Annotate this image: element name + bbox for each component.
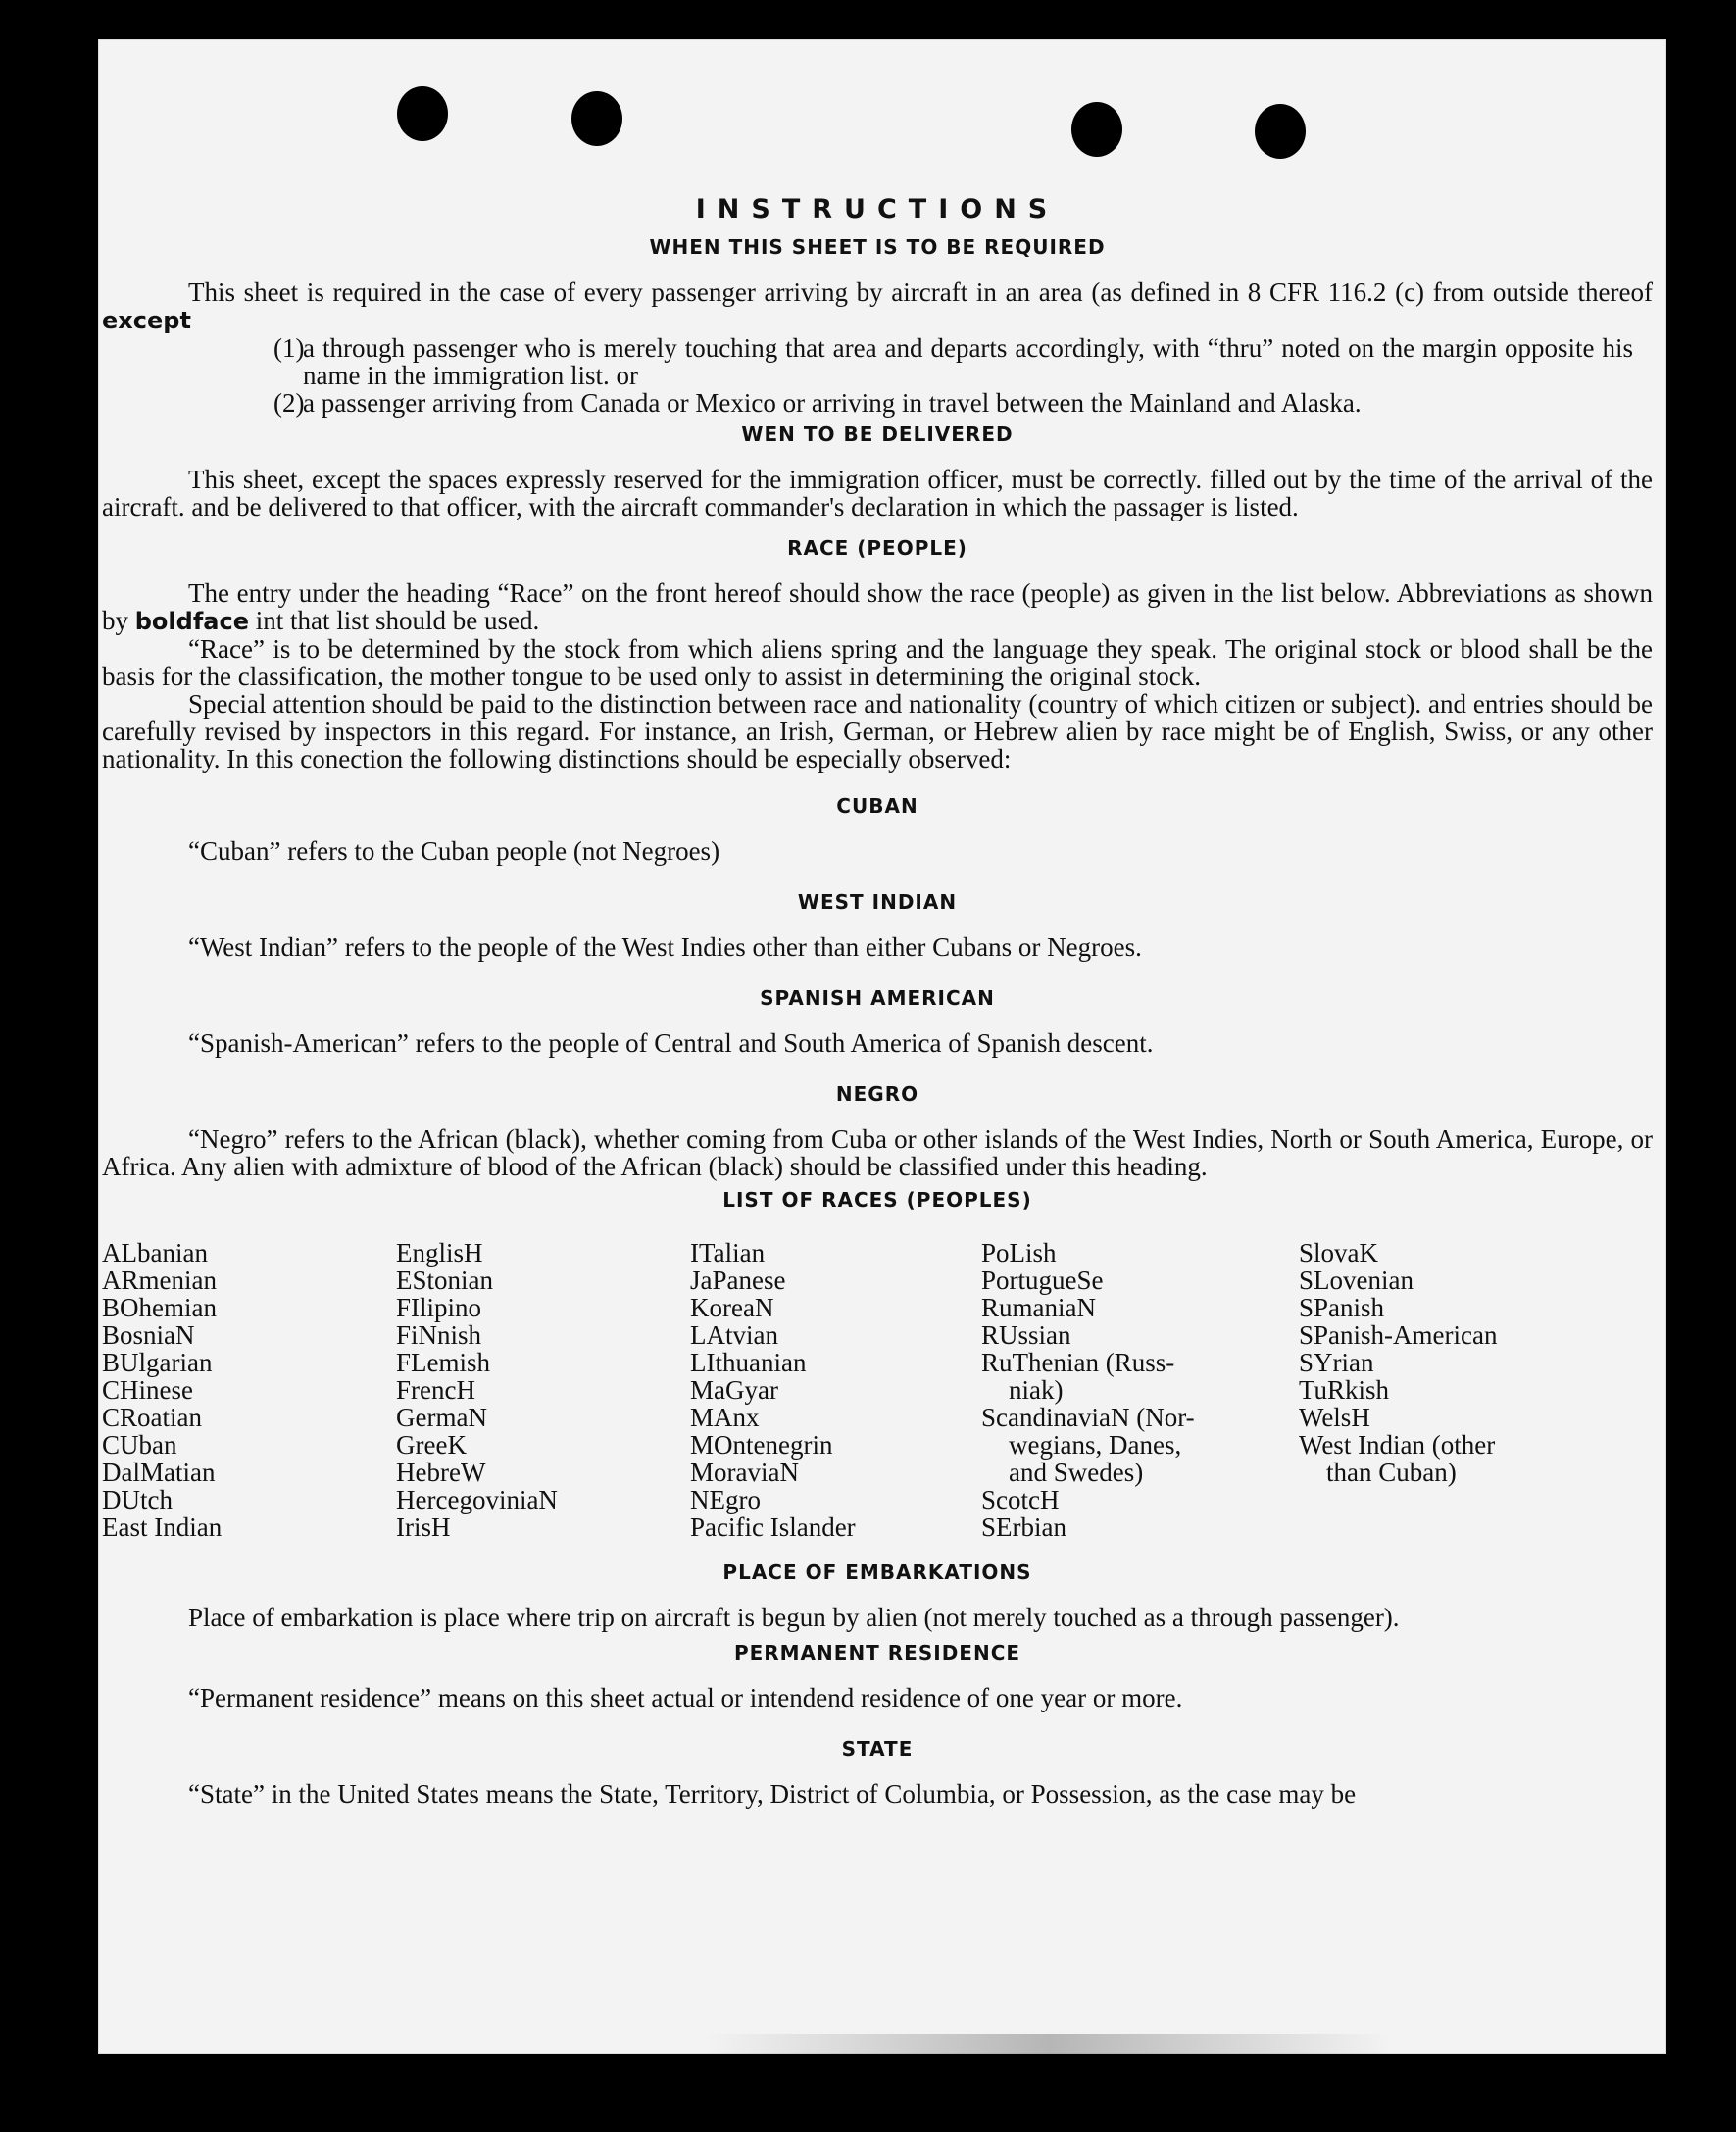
cuban-text: “Cuban” refers to the Cuban people (not Negroes) bbox=[188, 836, 720, 866]
race-entry: GermaN bbox=[396, 1403, 487, 1432]
race-entry: EStonian bbox=[396, 1265, 493, 1295]
race-entry: PortugueSe bbox=[981, 1265, 1104, 1295]
race-paragraph-2: “Race” is to be determined by the stock from which aliens spring and the language they speak. The original stock or blood shall be the basis for the classification, the mother tongue to be used only to assist in determining the original stock. bbox=[102, 634, 1653, 691]
race-entry: EnglisH bbox=[396, 1238, 483, 1267]
punch-hole bbox=[397, 86, 448, 141]
race-entry: RuThenian (Russ- bbox=[981, 1348, 1175, 1377]
race-entry-continuation: than Cuban) bbox=[1326, 1458, 1457, 1487]
punch-hole bbox=[1255, 104, 1306, 159]
scan-smudge bbox=[706, 2034, 1392, 2063]
race-entry: KoreaN bbox=[690, 1293, 774, 1322]
section-heading-cuban: CUBAN bbox=[836, 794, 918, 818]
punch-hole bbox=[1071, 102, 1122, 157]
race-entry: GreeK bbox=[396, 1430, 467, 1460]
race-entry: SErbian bbox=[981, 1512, 1066, 1542]
required-item-1 bbox=[102, 334, 1633, 389]
race-entry: ARmenian bbox=[102, 1265, 217, 1295]
required-intro-text: This sheet is required in the case of every passenger arriving by aircraft in an area (as defined in 8 CFR 116.2 (c) from outside thereof bbox=[188, 277, 1653, 307]
embarkation-text: Place of embarkation is place where trip on aircraft is begun by alien (not merely touched as a through passenger). bbox=[188, 1603, 1400, 1632]
race-entry: FrencH bbox=[396, 1375, 475, 1405]
race-entry: WelsH bbox=[1299, 1403, 1370, 1432]
race-entry: West Indian (other bbox=[1299, 1430, 1496, 1460]
negro-text: “Negro” refers to the African (black), whether coming from Cuba or other islands of the West Indies, North or South America, Europe, or Africa. Any alien with admixture of blood of the African (black) should be classified under this heading. bbox=[102, 1124, 1653, 1181]
spanish-american-text: “Spanish-American” refers to the people of Central and South America of Spanish descent. bbox=[188, 1028, 1154, 1058]
race-entry: DalMatian bbox=[102, 1458, 216, 1487]
race-entry: TuRkish bbox=[1299, 1375, 1390, 1405]
race-entry: FLemish bbox=[396, 1348, 491, 1377]
required-item-2 bbox=[102, 389, 1633, 417]
race-entry: IrisH bbox=[396, 1512, 451, 1542]
punch-hole bbox=[571, 91, 622, 146]
races-list bbox=[102, 1239, 1653, 1541]
race-paragraph-3: Special attention should be paid to the distinction between race and nationality (country of which citizen or subject). and entries should be carefully revised by inspectors in this regard. For instance, an Irish, German, or Hebrew alien by race might be of English, Swiss, or any other nationality. In this conection the following distinctions should be especially observed: bbox=[102, 689, 1653, 773]
races-column-3 bbox=[690, 1239, 981, 1541]
races-column-2 bbox=[396, 1239, 690, 1541]
race-entry: LIthuanian bbox=[690, 1348, 807, 1377]
race-entry: Pacific Islander bbox=[690, 1512, 856, 1542]
race-entry: ALbanian bbox=[102, 1238, 208, 1267]
section-heading-delivered: WEN TO BE DELIVERED bbox=[741, 422, 1014, 446]
race-entry: CUban bbox=[102, 1430, 177, 1460]
item-number: (1) bbox=[273, 333, 305, 363]
section-heading-embarkation: PLACE OF EMBARKATIONS bbox=[722, 1561, 1032, 1584]
item-number: (2) bbox=[273, 388, 305, 418]
document-body bbox=[102, 196, 1653, 1808]
race-entry: LAtvian bbox=[690, 1320, 778, 1350]
race-entry: MOntenegrin bbox=[690, 1430, 833, 1460]
race-entry: East Indian bbox=[102, 1512, 223, 1542]
race-p1-text-end: int that list should be used. bbox=[255, 606, 540, 635]
race-entry: HercegoviniaN bbox=[396, 1485, 558, 1514]
west-indian-text: “West Indian” refers to the people of the West Indies other than either Cubans or Negroes. bbox=[188, 932, 1142, 962]
race-entry-continuation: and Swedes) bbox=[1009, 1458, 1144, 1487]
section-heading-negro: NEGRO bbox=[835, 1082, 919, 1106]
race-entry: BosniaN bbox=[102, 1320, 195, 1350]
race-entry: MAnx bbox=[690, 1403, 760, 1432]
page-title: INSTRUCTIONS bbox=[695, 194, 1060, 224]
race-p1-text: The entry under the heading “Race” on the front hereof should show the race (people) as given in the list below. Abbreviations as shown by bbox=[102, 578, 1653, 635]
section-heading-spanish-american: SPANISH AMERICAN bbox=[760, 986, 995, 1010]
item-text: a through passenger who is merely touching that area and departs accordingly, with “thru” noted on the margin opposite his name in the immigration list. or bbox=[303, 333, 1633, 390]
race-entry: BOhemian bbox=[102, 1293, 217, 1322]
race-entry-continuation: wegians, Danes, bbox=[1009, 1430, 1182, 1460]
race-entry: SYrian bbox=[1299, 1348, 1374, 1377]
races-column-1 bbox=[102, 1239, 396, 1541]
item-text: a passenger arriving from Canada or Mexico or arriving in travel between the Mainland and Alaska. bbox=[303, 388, 1362, 418]
delivered-text: This sheet, except the spaces expressly reserved for the immigration officer, must be correctly. filled out by the time of the arrival of the aircraft. and be delivered to that officer, with the aircraft commander's declaration in which the passager is listed. bbox=[102, 465, 1653, 521]
race-entry: MaGyar bbox=[690, 1375, 778, 1405]
residence-text: “Permanent residence” means on this sheet actual or intendend residence of one year or more. bbox=[188, 1683, 1183, 1712]
race-entry: PoLish bbox=[981, 1238, 1057, 1267]
race-entry-continuation: niak) bbox=[1009, 1375, 1064, 1405]
section-heading-list-of-races: LIST OF RACES (PEOPLES) bbox=[722, 1188, 1032, 1212]
race-entry: SlovaK bbox=[1299, 1238, 1378, 1267]
races-column-4 bbox=[981, 1239, 1299, 1541]
required-intro bbox=[102, 278, 1653, 334]
boldface-word: boldface bbox=[134, 608, 249, 635]
race-entry: ScotcH bbox=[981, 1485, 1060, 1514]
section-heading-state: STATE bbox=[841, 1737, 914, 1760]
race-entry: BUlgarian bbox=[102, 1348, 213, 1377]
section-heading-required: WHEN THIS SHEET IS TO BE REQUIRED bbox=[649, 235, 1106, 259]
section-heading-west-indian: WEST INDIAN bbox=[797, 890, 958, 914]
document-sheet bbox=[98, 39, 1666, 2054]
race-entry: NEgro bbox=[690, 1485, 761, 1514]
race-paragraph-1 bbox=[102, 579, 1653, 635]
race-entry: ScandinaviaN (Nor- bbox=[981, 1403, 1195, 1432]
race-entry: HebreW bbox=[396, 1458, 486, 1487]
race-entry: SLovenian bbox=[1299, 1265, 1414, 1295]
race-entry: JaPanese bbox=[690, 1265, 786, 1295]
race-entry: RumaniaN bbox=[981, 1293, 1096, 1322]
races-column-5 bbox=[1299, 1239, 1603, 1541]
race-entry: FiNnish bbox=[396, 1320, 482, 1350]
race-entry: FIlipino bbox=[396, 1293, 482, 1322]
race-entry: MoraviaN bbox=[690, 1458, 799, 1487]
race-entry: SPanish bbox=[1299, 1293, 1385, 1322]
state-text: “State” in the United States means the State, Territory, District of Columbia, or Possession, as the case may be bbox=[188, 1779, 1357, 1809]
except-word: except bbox=[102, 307, 191, 334]
section-heading-residence: PERMANENT RESIDENCE bbox=[733, 1641, 1021, 1664]
race-entry: CHinese bbox=[102, 1375, 193, 1405]
race-entry: ITalian bbox=[690, 1238, 766, 1267]
race-entry: RUssian bbox=[981, 1320, 1071, 1350]
race-entry: DUtch bbox=[102, 1485, 173, 1514]
race-entry: SPanish-American bbox=[1299, 1320, 1498, 1350]
race-entry: CRoatian bbox=[102, 1403, 202, 1432]
section-heading-race: RACE (PEOPLE) bbox=[787, 536, 967, 560]
